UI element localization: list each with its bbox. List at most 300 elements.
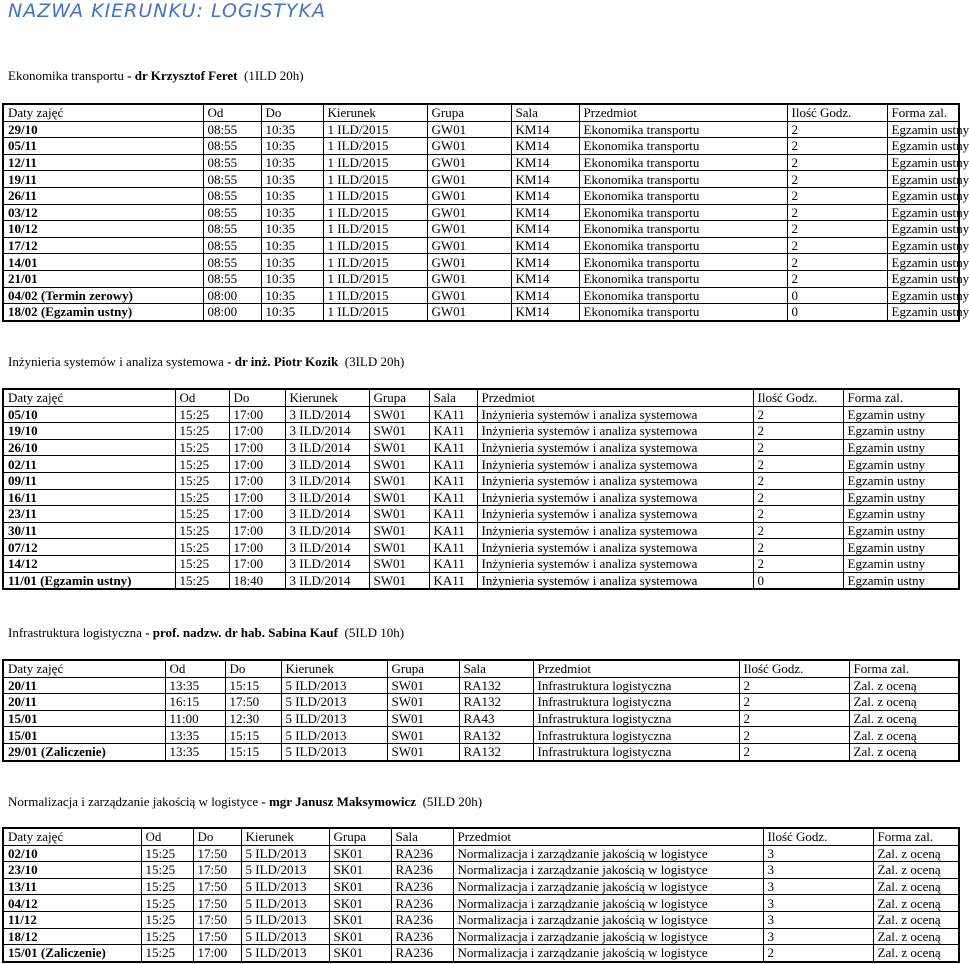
cell-program: 1 ILD/2015 bbox=[323, 270, 427, 287]
cell-form: Egzamin ustny bbox=[887, 121, 959, 138]
table-row bbox=[3, 254, 959, 271]
cell-group: GW01 bbox=[427, 237, 511, 254]
cell-from: 15:25 bbox=[175, 439, 229, 456]
cell-room: KA11 bbox=[429, 472, 477, 489]
course-name: Inżynieria systemów i analiza systemowa bbox=[8, 354, 224, 369]
cell-subject: Inżynieria systemów i analiza systemowa bbox=[477, 522, 753, 539]
cell-room: RA236 bbox=[391, 878, 453, 895]
title-separator: - bbox=[258, 794, 269, 809]
cell-subject: Inżynieria systemów i analiza systemowa bbox=[477, 539, 753, 556]
cell-hours: 3 bbox=[763, 845, 873, 862]
cell-room: KM14 bbox=[511, 270, 579, 287]
cell-to: 17:00 bbox=[229, 539, 285, 556]
cell-program: 5 ILD/2013 bbox=[281, 727, 387, 744]
cell-group: GW01 bbox=[427, 204, 511, 221]
cell-program: 5 ILD/2013 bbox=[281, 743, 387, 760]
cell-from: 15:25 bbox=[175, 456, 229, 473]
cell-from: 15:25 bbox=[175, 423, 229, 440]
cell-program: 3 ILD/2014 bbox=[285, 472, 369, 489]
group-info: (5ILD 10h) bbox=[344, 625, 405, 640]
cell-form: Egzamin ustny bbox=[887, 221, 959, 238]
column-header-room: Sala bbox=[429, 389, 477, 406]
section-title bbox=[8, 625, 404, 641]
cell-program: 5 ILD/2013 bbox=[241, 945, 329, 962]
cell-date: 02/10 bbox=[3, 845, 141, 862]
cell-hours: 2 bbox=[787, 138, 887, 155]
schedule-table bbox=[2, 827, 960, 963]
cell-hours: 3 bbox=[763, 862, 873, 879]
cell-subject: Ekonomika transportu bbox=[579, 171, 787, 188]
cell-form: Egzamin ustny bbox=[843, 539, 959, 556]
cell-group: GW01 bbox=[427, 287, 511, 304]
cell-form: Egzamin ustny bbox=[887, 237, 959, 254]
cell-room: KM14 bbox=[511, 154, 579, 171]
cell-program: 3 ILD/2014 bbox=[285, 572, 369, 589]
table-row bbox=[3, 743, 959, 760]
cell-group: GW01 bbox=[427, 171, 511, 188]
cell-to: 17:00 bbox=[229, 522, 285, 539]
cell-subject: Normalizacja i zarządzanie jakością w logistyce bbox=[453, 862, 763, 879]
cell-room: KM14 bbox=[511, 204, 579, 221]
cell-from: 15:25 bbox=[141, 928, 193, 945]
cell-form: Egzamin ustny bbox=[843, 439, 959, 456]
column-header-group: Grupa bbox=[329, 828, 391, 845]
cell-room: RA132 bbox=[459, 727, 533, 744]
cell-hours: 2 bbox=[753, 423, 843, 440]
table-header-row bbox=[3, 660, 959, 677]
cell-to: 17:50 bbox=[193, 845, 241, 862]
cell-program: 3 ILD/2014 bbox=[285, 489, 369, 506]
table-row bbox=[3, 304, 959, 321]
table-row bbox=[3, 221, 959, 238]
cell-subject: Infrastruktura logistyczna bbox=[533, 694, 739, 711]
cell-date: 16/11 bbox=[3, 489, 175, 506]
cell-room: KM14 bbox=[511, 304, 579, 321]
cell-date: 14/12 bbox=[3, 555, 175, 572]
column-header-subject: Przedmiot bbox=[533, 660, 739, 677]
cell-hours: 2 bbox=[739, 694, 849, 711]
column-header-to: Do bbox=[261, 104, 323, 121]
cell-form: Zal. z oceną bbox=[849, 677, 959, 694]
cell-from: 15:25 bbox=[141, 845, 193, 862]
cell-from: 15:25 bbox=[175, 539, 229, 556]
cell-from: 15:25 bbox=[175, 572, 229, 589]
cell-to: 17:50 bbox=[193, 928, 241, 945]
cell-subject: Inżynieria systemów i analiza systemowa bbox=[477, 572, 753, 589]
cell-room: RA132 bbox=[459, 677, 533, 694]
cell-group: SW01 bbox=[369, 406, 429, 423]
cell-to: 17:00 bbox=[229, 472, 285, 489]
cell-form: Zal. z oceną bbox=[873, 945, 959, 962]
cell-to: 17:00 bbox=[193, 945, 241, 962]
cell-to: 17:50 bbox=[193, 911, 241, 928]
cell-from: 13:35 bbox=[165, 727, 225, 744]
cell-date: 07/12 bbox=[3, 539, 175, 556]
section-title bbox=[8, 68, 304, 84]
cell-form: Zal. z oceną bbox=[849, 727, 959, 744]
cell-hours: 2 bbox=[787, 187, 887, 204]
cell-from: 11:00 bbox=[165, 710, 225, 727]
table-row bbox=[3, 237, 959, 254]
cell-hours: 2 bbox=[787, 270, 887, 287]
cell-hours: 2 bbox=[753, 489, 843, 506]
column-header-group: Grupa bbox=[427, 104, 511, 121]
cell-group: SK01 bbox=[329, 945, 391, 962]
column-header-subject: Przedmiot bbox=[579, 104, 787, 121]
cell-group: SW01 bbox=[369, 522, 429, 539]
table-row bbox=[3, 727, 959, 744]
cell-date: 03/12 bbox=[3, 204, 203, 221]
title-separator: - bbox=[123, 68, 135, 83]
cell-to: 17:50 bbox=[193, 878, 241, 895]
cell-form: Zal. z oceną bbox=[873, 911, 959, 928]
column-header-subject: Przedmiot bbox=[477, 389, 753, 406]
cell-to: 10:35 bbox=[261, 171, 323, 188]
cell-date: 18/02 (Egzamin ustny) bbox=[3, 304, 203, 321]
cell-group: GW01 bbox=[427, 121, 511, 138]
cell-group: SW01 bbox=[369, 489, 429, 506]
cell-date: 19/11 bbox=[3, 171, 203, 188]
cell-date: 14/01 bbox=[3, 254, 203, 271]
cell-hours: 2 bbox=[763, 945, 873, 962]
cell-room: RA236 bbox=[391, 911, 453, 928]
cell-hours: 3 bbox=[763, 911, 873, 928]
teacher-name: dr inż. Piotr Kozik bbox=[234, 354, 339, 369]
cell-date: 12/11 bbox=[3, 154, 203, 171]
cell-room: KM14 bbox=[511, 138, 579, 155]
cell-hours: 3 bbox=[763, 928, 873, 945]
cell-program: 1 ILD/2015 bbox=[323, 237, 427, 254]
cell-from: 15:25 bbox=[141, 911, 193, 928]
cell-room: RA132 bbox=[459, 743, 533, 760]
cell-date: 18/12 bbox=[3, 928, 141, 945]
cell-group: SW01 bbox=[387, 727, 459, 744]
cell-form: Egzamin ustny bbox=[887, 287, 959, 304]
cell-subject: Normalizacja i zarządzanie jakością w logistyce bbox=[453, 895, 763, 912]
cell-subject: Ekonomika transportu bbox=[579, 254, 787, 271]
cell-program: 3 ILD/2014 bbox=[285, 406, 369, 423]
cell-date: 11/01 (Egzamin ustny) bbox=[3, 572, 175, 589]
column-header-room: Sala bbox=[459, 660, 533, 677]
cell-subject: Inżynieria systemów i analiza systemowa bbox=[477, 406, 753, 423]
cell-form: Egzamin ustny bbox=[843, 489, 959, 506]
cell-subject: Ekonomika transportu bbox=[579, 154, 787, 171]
cell-subject: Ekonomika transportu bbox=[579, 287, 787, 304]
table-row bbox=[3, 694, 959, 711]
cell-group: SW01 bbox=[387, 710, 459, 727]
cell-group: SW01 bbox=[369, 456, 429, 473]
cell-date: 23/10 bbox=[3, 862, 141, 879]
table-row bbox=[3, 895, 959, 912]
teacher-name: mgr Janusz Maksymowicz bbox=[268, 794, 417, 809]
cell-form: Egzamin ustny bbox=[887, 304, 959, 321]
cell-program: 3 ILD/2014 bbox=[285, 506, 369, 523]
cell-form: Zal. z oceną bbox=[873, 878, 959, 895]
table-row bbox=[3, 945, 959, 962]
cell-subject: Ekonomika transportu bbox=[579, 221, 787, 238]
cell-date: 10/12 bbox=[3, 221, 203, 238]
cell-form: Zal. z oceną bbox=[873, 928, 959, 945]
cell-to: 17:00 bbox=[229, 555, 285, 572]
teacher-name: prof. nadzw. dr hab. Sabina Kauf bbox=[152, 625, 338, 640]
cell-date: 29/01 (Zaliczenie) bbox=[3, 743, 165, 760]
cell-group: GW01 bbox=[427, 138, 511, 155]
cell-from: 15:25 bbox=[141, 945, 193, 962]
cell-room: KA11 bbox=[429, 423, 477, 440]
cell-subject: Inżynieria systemów i analiza systemowa bbox=[477, 456, 753, 473]
cell-date: 09/11 bbox=[3, 472, 175, 489]
cell-date: 05/10 bbox=[3, 406, 175, 423]
cell-program: 1 ILD/2015 bbox=[323, 204, 427, 221]
cell-from: 15:25 bbox=[141, 878, 193, 895]
cell-date: 02/11 bbox=[3, 456, 175, 473]
cell-room: KA11 bbox=[429, 456, 477, 473]
cell-date: 15/01 bbox=[3, 710, 165, 727]
cell-group: SK01 bbox=[329, 862, 391, 879]
cell-room: RA132 bbox=[459, 694, 533, 711]
table-row bbox=[3, 406, 959, 423]
cell-program: 3 ILD/2014 bbox=[285, 439, 369, 456]
cell-from: 15:25 bbox=[175, 522, 229, 539]
cell-program: 1 ILD/2015 bbox=[323, 187, 427, 204]
cell-date: 26/10 bbox=[3, 439, 175, 456]
column-header-date: Daty zajęć bbox=[3, 660, 165, 677]
cell-program: 3 ILD/2014 bbox=[285, 423, 369, 440]
table-row bbox=[3, 204, 959, 221]
cell-program: 5 ILD/2013 bbox=[281, 694, 387, 711]
cell-subject: Infrastruktura logistyczna bbox=[533, 727, 739, 744]
table-row bbox=[3, 489, 959, 506]
cell-from: 08:55 bbox=[203, 171, 261, 188]
cell-hours: 2 bbox=[739, 743, 849, 760]
cell-date: 15/01 (Zaliczenie) bbox=[3, 945, 141, 962]
cell-to: 15:15 bbox=[225, 727, 281, 744]
cell-to: 18:40 bbox=[229, 572, 285, 589]
cell-form: Egzamin ustny bbox=[887, 138, 959, 155]
cell-form: Egzamin ustny bbox=[843, 406, 959, 423]
cell-date: 05/11 bbox=[3, 138, 203, 155]
cell-form: Egzamin ustny bbox=[843, 472, 959, 489]
cell-to: 17:00 bbox=[229, 439, 285, 456]
cell-group: SW01 bbox=[369, 572, 429, 589]
cell-room: KA11 bbox=[429, 555, 477, 572]
column-header-hours: Ilość Godz. bbox=[753, 389, 843, 406]
table-row bbox=[3, 522, 959, 539]
cell-from: 16:15 bbox=[165, 694, 225, 711]
cell-hours: 3 bbox=[763, 878, 873, 895]
cell-from: 15:25 bbox=[141, 862, 193, 879]
cell-program: 5 ILD/2013 bbox=[241, 862, 329, 879]
cell-to: 12:30 bbox=[225, 710, 281, 727]
cell-to: 17:00 bbox=[229, 406, 285, 423]
cell-hours: 2 bbox=[753, 439, 843, 456]
cell-date: 11/12 bbox=[3, 911, 141, 928]
cell-room: KA11 bbox=[429, 489, 477, 506]
cell-subject: Inżynieria systemów i analiza systemowa bbox=[477, 423, 753, 440]
table-row bbox=[3, 171, 959, 188]
course-name: Infrastruktura logistyczna bbox=[8, 625, 142, 640]
cell-hours: 2 bbox=[753, 555, 843, 572]
cell-group: SW01 bbox=[369, 555, 429, 572]
table-header-row bbox=[3, 389, 959, 406]
cell-date: 20/11 bbox=[3, 694, 165, 711]
cell-from: 13:35 bbox=[165, 677, 225, 694]
table-row bbox=[3, 878, 959, 895]
table-row bbox=[3, 121, 959, 138]
column-header-to: Do bbox=[225, 660, 281, 677]
cell-group: SW01 bbox=[369, 539, 429, 556]
table-row bbox=[3, 187, 959, 204]
cell-subject: Ekonomika transportu bbox=[579, 187, 787, 204]
cell-subject: Inżynieria systemów i analiza systemowa bbox=[477, 555, 753, 572]
cell-program: 5 ILD/2013 bbox=[281, 710, 387, 727]
column-header-from: Od bbox=[175, 389, 229, 406]
column-header-date: Daty zajęć bbox=[3, 389, 175, 406]
cell-form: Egzamin ustny bbox=[843, 423, 959, 440]
table-row bbox=[3, 270, 959, 287]
cell-to: 10:35 bbox=[261, 237, 323, 254]
cell-room: KA11 bbox=[429, 506, 477, 523]
cell-form: Egzamin ustny bbox=[887, 154, 959, 171]
cell-room: KA11 bbox=[429, 406, 477, 423]
cell-hours: 2 bbox=[787, 204, 887, 221]
cell-group: GW01 bbox=[427, 221, 511, 238]
cell-subject: Normalizacja i zarządzanie jakością w logistyce bbox=[453, 928, 763, 945]
column-header-program: Kierunek bbox=[323, 104, 427, 121]
cell-program: 3 ILD/2014 bbox=[285, 555, 369, 572]
table-row bbox=[3, 472, 959, 489]
cell-date: 21/01 bbox=[3, 270, 203, 287]
cell-subject: Normalizacja i zarządzanie jakością w logistyce bbox=[453, 878, 763, 895]
cell-subject: Inżynieria systemów i analiza systemowa bbox=[477, 506, 753, 523]
cell-subject: Ekonomika transportu bbox=[579, 204, 787, 221]
cell-room: RA236 bbox=[391, 928, 453, 945]
column-header-from: Od bbox=[141, 828, 193, 845]
cell-room: KM14 bbox=[511, 171, 579, 188]
cell-group: SK01 bbox=[329, 928, 391, 945]
cell-hours: 2 bbox=[787, 154, 887, 171]
cell-hours: 2 bbox=[753, 522, 843, 539]
column-header-hours: Ilość Godz. bbox=[763, 828, 873, 845]
column-header-from: Od bbox=[165, 660, 225, 677]
cell-to: 10:35 bbox=[261, 287, 323, 304]
cell-hours: 2 bbox=[753, 406, 843, 423]
cell-group: SW01 bbox=[369, 423, 429, 440]
cell-from: 13:35 bbox=[165, 743, 225, 760]
cell-group: GW01 bbox=[427, 187, 511, 204]
cell-to: 17:00 bbox=[229, 456, 285, 473]
cell-program: 3 ILD/2014 bbox=[285, 456, 369, 473]
cell-subject: Ekonomika transportu bbox=[579, 304, 787, 321]
cell-to: 10:35 bbox=[261, 204, 323, 221]
column-header-hours: Ilość Godz. bbox=[787, 104, 887, 121]
cell-date: 04/12 bbox=[3, 895, 141, 912]
table-row bbox=[3, 928, 959, 945]
cell-to: 10:35 bbox=[261, 304, 323, 321]
column-header-form: Forma zal. bbox=[843, 389, 959, 406]
column-header-room: Sala bbox=[391, 828, 453, 845]
section-title bbox=[8, 794, 482, 810]
cell-room: RA43 bbox=[459, 710, 533, 727]
cell-group: SW01 bbox=[387, 743, 459, 760]
teacher-name: dr Krzysztof Feret bbox=[134, 68, 238, 83]
cell-from: 08:55 bbox=[203, 204, 261, 221]
cell-hours: 2 bbox=[787, 171, 887, 188]
cell-room: RA236 bbox=[391, 895, 453, 912]
cell-group: GW01 bbox=[427, 254, 511, 271]
cell-group: SW01 bbox=[387, 677, 459, 694]
cell-form: Egzamin ustny bbox=[843, 522, 959, 539]
cell-date: 20/11 bbox=[3, 677, 165, 694]
cell-group: SW01 bbox=[369, 506, 429, 523]
cell-from: 08:55 bbox=[203, 154, 261, 171]
cell-form: Zal. z oceną bbox=[849, 710, 959, 727]
cell-to: 15:15 bbox=[225, 677, 281, 694]
cell-subject: Normalizacja i zarządzanie jakością w logistyce bbox=[453, 845, 763, 862]
cell-hours: 0 bbox=[787, 287, 887, 304]
cell-program: 1 ILD/2015 bbox=[323, 171, 427, 188]
cell-from: 15:25 bbox=[175, 506, 229, 523]
cell-subject: Ekonomika transportu bbox=[579, 138, 787, 155]
cell-from: 15:25 bbox=[175, 406, 229, 423]
column-header-from: Od bbox=[203, 104, 261, 121]
cell-to: 17:00 bbox=[229, 423, 285, 440]
cell-room: KA11 bbox=[429, 539, 477, 556]
cell-from: 08:55 bbox=[203, 187, 261, 204]
column-header-program: Kierunek bbox=[241, 828, 329, 845]
schedule-table bbox=[2, 388, 960, 590]
cell-subject: Infrastruktura logistyczna bbox=[533, 710, 739, 727]
cell-room: KA11 bbox=[429, 522, 477, 539]
cell-form: Zal. z oceną bbox=[873, 895, 959, 912]
cell-to: 10:35 bbox=[261, 270, 323, 287]
cell-room: KA11 bbox=[429, 572, 477, 589]
table-row bbox=[3, 423, 959, 440]
cell-room: KM14 bbox=[511, 187, 579, 204]
cell-subject: Inżynieria systemów i analiza systemowa bbox=[477, 439, 753, 456]
cell-to: 10:35 bbox=[261, 187, 323, 204]
cell-from: 08:00 bbox=[203, 304, 261, 321]
cell-program: 5 ILD/2013 bbox=[241, 845, 329, 862]
cell-program: 1 ILD/2015 bbox=[323, 121, 427, 138]
cell-program: 1 ILD/2015 bbox=[323, 287, 427, 304]
cell-to: 10:35 bbox=[261, 138, 323, 155]
cell-group: GW01 bbox=[427, 304, 511, 321]
cell-from: 08:55 bbox=[203, 270, 261, 287]
cell-program: 5 ILD/2013 bbox=[241, 895, 329, 912]
cell-form: Egzamin ustny bbox=[887, 187, 959, 204]
cell-date: 04/02 (Termin zerowy) bbox=[3, 287, 203, 304]
cell-hours: 2 bbox=[753, 456, 843, 473]
cell-subject: Infrastruktura logistyczna bbox=[533, 743, 739, 760]
column-header-date: Daty zajęć bbox=[3, 828, 141, 845]
section-title bbox=[8, 354, 404, 370]
table-row bbox=[3, 506, 959, 523]
table-row bbox=[3, 572, 959, 589]
cell-subject: Normalizacja i zarządzanie jakością w logistyce bbox=[453, 945, 763, 962]
cell-to: 17:00 bbox=[229, 489, 285, 506]
cell-to: 10:35 bbox=[261, 221, 323, 238]
cell-hours: 2 bbox=[787, 121, 887, 138]
column-header-program: Kierunek bbox=[285, 389, 369, 406]
cell-program: 1 ILD/2015 bbox=[323, 304, 427, 321]
cell-hours: 3 bbox=[763, 895, 873, 912]
cell-from: 08:55 bbox=[203, 254, 261, 271]
column-header-hours: Ilość Godz. bbox=[739, 660, 849, 677]
cell-from: 08:55 bbox=[203, 121, 261, 138]
cell-to: 15:15 bbox=[225, 743, 281, 760]
table-row bbox=[3, 154, 959, 171]
